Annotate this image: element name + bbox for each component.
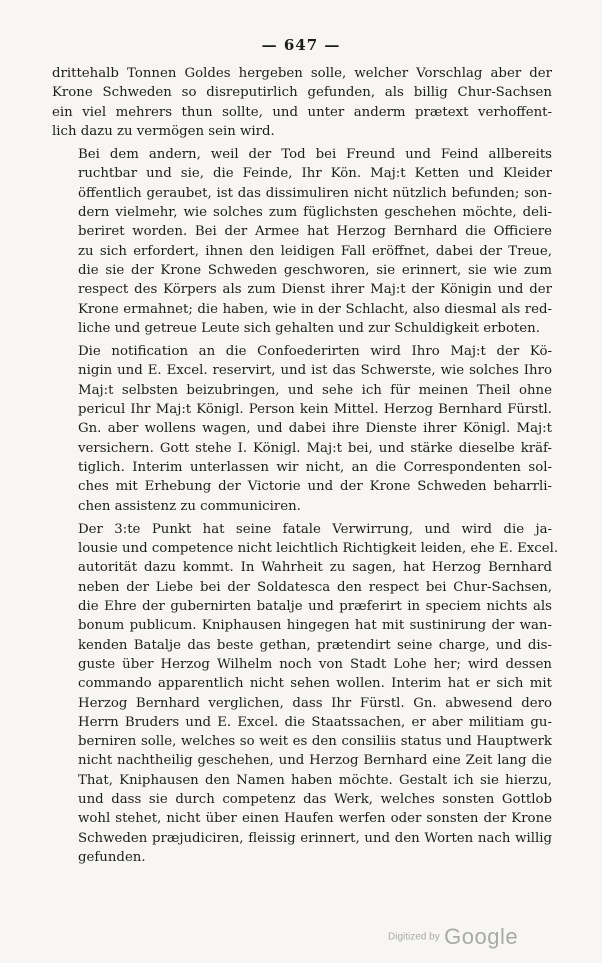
text-line: Schweden præjudiciren, fleissig erinnert, und den Worten nach willig (78, 830, 552, 846)
text-line: autorität dazu kommt. In Wahrheit zu sagen, hat Herzog Bernhard (78, 560, 552, 576)
watermark-prefix: Digitized by (388, 931, 440, 943)
text-line: die Ehre der gubernirten batalje und præferirt in speciem nichts als (78, 599, 552, 615)
text-line: zu sich erfordert, ihnen den leidigen Fall eröffnet, dabei der Treue, (78, 243, 552, 259)
text-line: lousie und competence nicht leichtlich Richtigkeit leiden, ehe E. Excel. (78, 541, 559, 557)
text-line: versichern. Gott stehe I. Königl. Maj:t bei, und stärke dieselbe kräf- (78, 440, 552, 456)
text-line: gefunden. (78, 849, 146, 865)
body-text (52, 64, 559, 871)
text-line: nicht nachtheilig geschehen, und Herzog Bernhard eine Zeit lang die (78, 753, 552, 769)
text-line: dern vielmehr, wie solches zum füglichsten geschehen möchte, deli- (78, 205, 552, 221)
text-line: Gn. aber wollens wagen, und dabei ihre Dienste ihrer Königl. Maj:t (78, 421, 552, 437)
paragraph (52, 342, 552, 516)
text-line: kenden Batalje das beste gethan, prætendirt seine charge, und dis- (78, 637, 552, 653)
text-line: Die notification an die Confoederirten wird Ihro Maj:t der Kö- (78, 344, 552, 360)
text-line: und dass sie durch competenz das Werk, welches sonsten Gottlob (78, 791, 552, 807)
text-line: respect des Körpers als zum Dienst ihrer Maj:t der Königin und der (78, 282, 552, 298)
text-line: berniren solle, welches so weit es den consiliis status und Hauptwerk (78, 734, 552, 750)
text-line: guste über Herzog Wilhelm noch von Stadt Lohe her; wird dessen (78, 656, 552, 672)
text-line: drittehalb Tonnen Goldes hergeben solle, welcher Vorschlag aber der (52, 66, 552, 81)
text-line: beriret worden. Bei der Armee hat Herzog Bernhard die Officiere (78, 224, 552, 240)
text-line: Herzog Bernhard verglichen, dass Ihr Fürstl. Gn. abwesend dero (78, 695, 552, 711)
text-line: That, Kniphausen den Namen haben möchte. Gestalt ich sie hierzu, (78, 772, 552, 788)
text-line: chen assistenz zu communiciren. (78, 498, 301, 514)
text-line: ein viel mehrers thun sollte, und unter anderm prætext verhoffent- (52, 104, 552, 120)
paragraph (52, 145, 552, 338)
text-line: Bei dem andern, weil der Tod bei Freund und Feind allbereits (78, 147, 552, 163)
text-line: commando apparentlich nicht sehen wollen. Interim hat er sich mit (78, 676, 552, 692)
text-line: pericul Ihr Maj:t Königl. Person kein Mittel. Herzog Bernhard Fürstl. (78, 402, 552, 418)
paragraph (52, 64, 552, 141)
text-line: die sie der Krone Schweden geschworen, sie erinnert, sie wie zum (78, 262, 552, 278)
text-line: Krone ermahnet; die haben, wie in der Schlacht, also diesmal als red- (78, 301, 552, 317)
google-logo: Google (444, 924, 519, 949)
text-line: liche und getreue Leute sich gehalten und zur Schuldigkeit erboten. (78, 320, 540, 336)
text-line: Krone Schweden so disreputirlich gefunden, als billig Chur-Sachsen (52, 85, 552, 101)
page-number: — 647 — (261, 36, 341, 54)
text-line: bonum publicum. Kniphausen hingegen hat mit sustinirung der wan- (78, 618, 552, 634)
text-line: Herrn Bruders und E. Excel. die Staatssachen, er aber militiam gu- (78, 714, 552, 730)
digitized-watermark (388, 924, 518, 950)
text-line: nigin und E. Excel. reservirt, und ist das Schwerste, wie solches Ihro (78, 363, 552, 379)
text-line: lich dazu zu vermögen sein wird. (52, 123, 275, 139)
text-line: Der 3:te Punkt hat seine fatale Verwirrung, und wird die ja- (78, 521, 552, 537)
text-line: ruchtbar und sie, die Feinde, Ihr Kön. Maj:t Ketten und Kleider (78, 166, 552, 182)
text-line: neben der Liebe bei der Soldatesca den respect bei Chur-Sachsen, (78, 579, 552, 595)
text-line: ches mit Erhebung der Victorie und der Krone Schweden beharrli- (78, 479, 552, 495)
text-line: tiglich. Interim unterlassen wir nicht, an die Correspondenten sol- (78, 459, 552, 475)
text-line: öffentlich geraubet, ist das dissimuliren nicht nützlich befunden; son- (78, 185, 552, 201)
text-line: Maj:t selbsten beizubringen, und sehe ich für meinen Theil ohne (78, 382, 552, 398)
text-line: wohl stehet, nicht über einen Haufen werfen oder sonsten der Krone (78, 811, 552, 827)
paragraph (52, 520, 559, 867)
